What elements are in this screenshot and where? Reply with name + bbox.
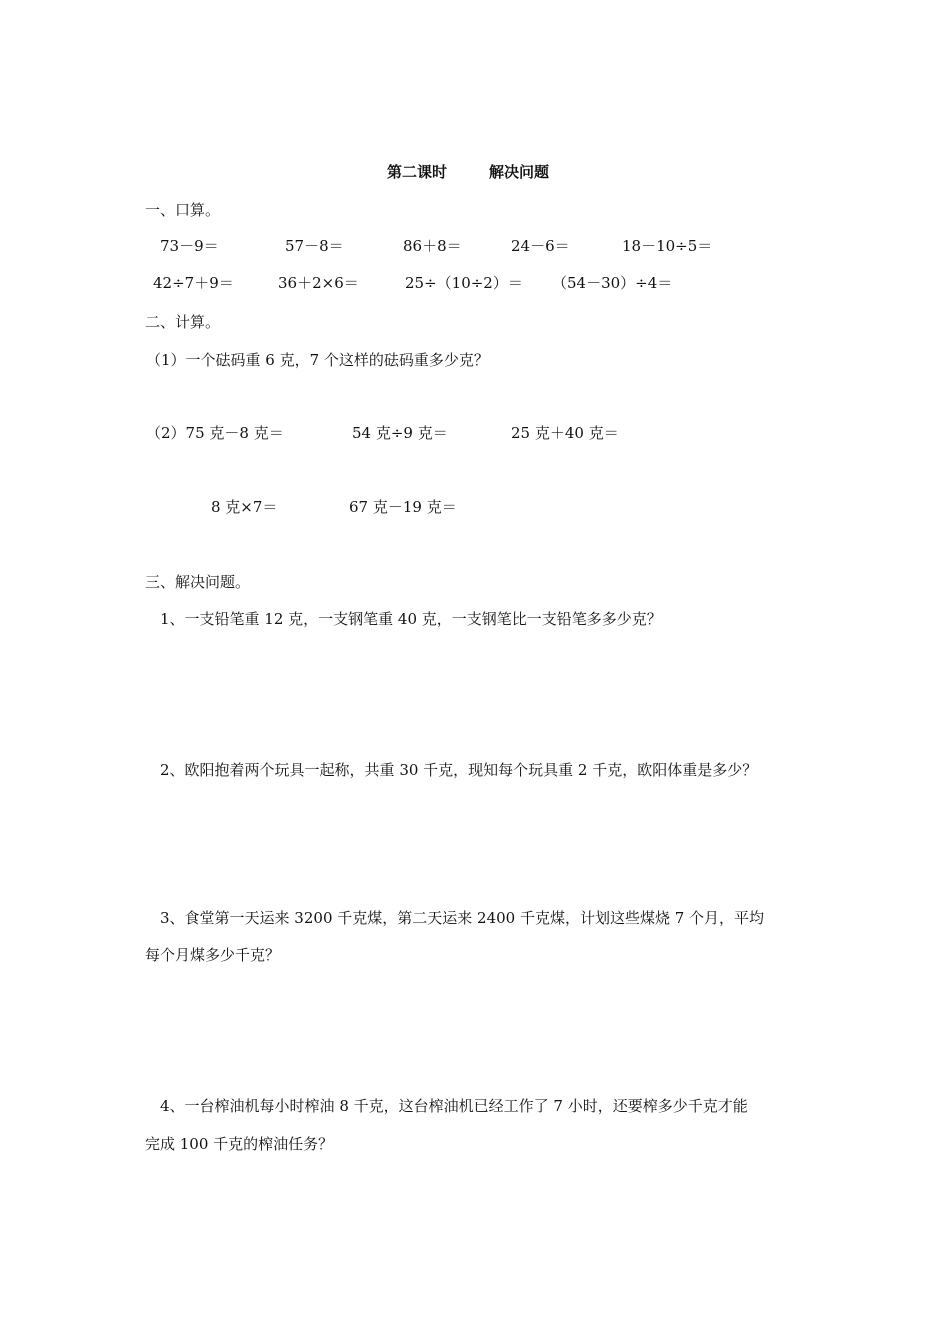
oral-calc-item: 24－6＝ xyxy=(511,237,570,255)
oral-calc-item: 36＋2×6＝ xyxy=(278,274,359,292)
oral-calc-item: 86＋8＝ xyxy=(403,237,462,255)
calc-question-2: （2）75 克－8 克＝ xyxy=(146,424,284,442)
calc-item: 8 克×7＝ xyxy=(211,498,278,516)
title-topic: 解决问题 xyxy=(489,163,550,181)
calc-item: 54 克÷9 克＝ xyxy=(352,424,448,442)
oral-calc-item: 25÷（10÷2）＝ xyxy=(405,274,523,292)
section2-heading: 二、计算。 xyxy=(145,313,221,331)
word-problem-1: 1、一支铅笔重 12 克，一支钢笔重 40 克，一支钢笔比一支铅笔多多少克？ xyxy=(160,610,662,628)
oral-calc-item: 57－8＝ xyxy=(285,237,344,255)
calc-question-1: （1）一个砝码重 6 克，7 个这样的砝码重多少克？ xyxy=(146,351,489,369)
page-title xyxy=(387,162,549,182)
section3-heading: 三、解决问题。 xyxy=(145,573,251,591)
section1-heading: 一、口算。 xyxy=(145,201,221,219)
word-problem-4-line1: 4、一台榨油机每小时榨油 8 千克，这台榨油机已经工作了 7 小时，还要榨多少千克才能 xyxy=(160,1097,748,1115)
word-problem-4-line2: 完成 100 千克的榨油任务？ xyxy=(145,1135,334,1153)
title-lesson: 第二课时 xyxy=(387,163,448,181)
oral-calc-item: 73－9＝ xyxy=(160,237,219,255)
word-problem-2: 2、欧阳抱着两个玩具一起称，共重 30 千克，现知每个玩具重 2 千克，欧阳体重是多少？ xyxy=(160,761,758,779)
oral-calc-item: （54－30）÷4＝ xyxy=(552,274,673,292)
oral-calc-item: 18－10÷5＝ xyxy=(622,237,713,255)
calc-item: 67 克－19 克＝ xyxy=(349,498,457,516)
word-problem-3-line2: 每个月煤多少千克？ xyxy=(145,946,281,964)
calc-item: 25 克＋40 克＝ xyxy=(511,424,619,442)
word-problem-3-line1: 3、食堂第一天运来 3200 千克煤，第二天运来 2400 千克煤，计划这些煤烧 7 个月，平均 xyxy=(160,909,765,927)
oral-calc-item: 42÷7＋9＝ xyxy=(153,274,234,292)
